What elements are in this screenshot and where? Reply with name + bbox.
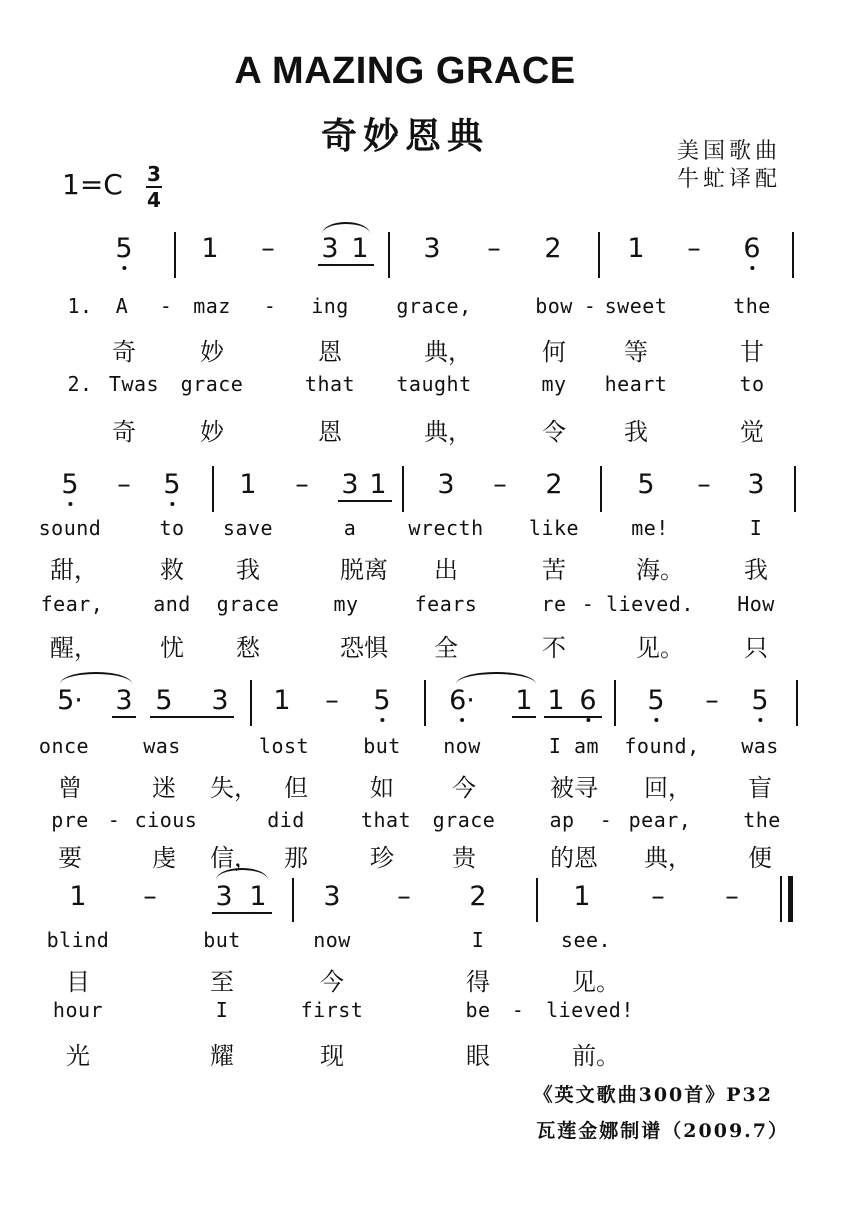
lyric-v1-en: -: [583, 294, 597, 318]
lyric-v1-en: grace,: [396, 294, 472, 318]
lyric-v2-zh: 信，: [210, 844, 258, 872]
lyric-v1-zh: 我: [744, 556, 768, 584]
lyric-v1-zh: 失，: [210, 774, 258, 802]
lyric-v1-zh: 恩: [318, 338, 342, 366]
lyric-v2-en: did: [267, 808, 305, 832]
barline: [388, 232, 390, 278]
lyric-v1-en: ing: [311, 294, 349, 318]
note: 1: [627, 233, 645, 264]
note: 3: [341, 469, 359, 500]
lyric-v1-en: I: [471, 928, 485, 952]
note: –: [697, 469, 711, 500]
note: –: [143, 881, 157, 912]
lyric-v2-en: first: [300, 998, 364, 1022]
lyric-v2-en: ap: [549, 808, 575, 832]
lyric-v2-en: fears: [414, 592, 478, 616]
lyric-v1-zh: 迷: [152, 774, 176, 802]
beam: [112, 716, 136, 718]
lyric-v2-en: grace: [432, 808, 496, 832]
barline: [292, 878, 294, 922]
lyric-v2-en: grace: [180, 372, 244, 396]
lyric-v1-en: maz: [193, 294, 231, 318]
tie: [60, 672, 132, 684]
lyric-v2-en: -: [107, 808, 121, 832]
note: –: [397, 881, 411, 912]
lyric-v1-zh: 甜，: [50, 556, 98, 584]
note: 5: [155, 685, 173, 716]
lyric-v1-en: -: [159, 294, 173, 318]
lyric-v1-zh: 脱离: [340, 556, 388, 584]
lyric-v1-en: now: [313, 928, 351, 952]
lyric-v2-en: to: [739, 372, 765, 396]
lyric-v2-zh: 光: [66, 1042, 90, 1070]
lyric-v2-zh: 耀: [210, 1042, 234, 1070]
final-barline-thick: [788, 876, 793, 922]
lyric-v2-zh: 贵: [452, 844, 476, 872]
lyric-v1-en: once: [38, 734, 90, 758]
lyric-v1-en: -: [263, 294, 277, 318]
lyric-v2-en: lieved!: [546, 998, 634, 1022]
lyric-v1-zh: 盲: [748, 774, 772, 802]
note: 3: [215, 881, 233, 912]
final-barline-thin: [780, 876, 782, 922]
lyric-v2-en: the: [743, 808, 781, 832]
lyric-v1-en: lost: [258, 734, 310, 758]
lyric-v2-en: pear,: [628, 808, 692, 832]
lyric-v2-zh: 愁: [236, 634, 260, 662]
lyric-v2-en: -: [581, 592, 595, 616]
lyric-v1-zh: 至: [210, 968, 234, 996]
beam: [338, 500, 392, 502]
note: –: [725, 881, 739, 912]
barline: [174, 232, 176, 278]
note: 2: [545, 469, 563, 500]
barline: [536, 878, 538, 922]
note: 2: [544, 233, 562, 264]
note: –: [487, 233, 501, 264]
lyric-v1-en: save: [222, 516, 274, 540]
barline: [598, 232, 600, 278]
note: –: [261, 233, 275, 264]
lyric-v2-en: and: [153, 592, 191, 616]
lyric-v1-zh: 目: [66, 968, 90, 996]
credit-translator: 牛虻译配: [676, 167, 781, 192]
lyric-v2-en: that: [360, 808, 412, 832]
note: 1: [515, 685, 533, 716]
lyric-v1-zh: 今: [452, 774, 476, 802]
note: –: [493, 469, 507, 500]
note: 5: [637, 469, 655, 500]
lyric-v2-en: How: [737, 592, 775, 616]
lyric-v2-zh: 眼: [466, 1042, 490, 1070]
note: 3: [323, 881, 341, 912]
lyric-v1-zh: 但: [284, 774, 308, 802]
note: 2: [469, 881, 487, 912]
lyric-v1-zh: 甘: [740, 338, 764, 366]
lyric-v1-en: me!: [631, 516, 669, 540]
note: 3: [747, 469, 765, 500]
lyric-v2-zh: 恐惧: [340, 634, 388, 662]
lyric-v2-en: taught: [396, 372, 472, 396]
lyric-v2-zh: 全: [434, 634, 458, 662]
lyric-v1-en: but: [203, 928, 241, 952]
lyric-v1-en: the: [733, 294, 771, 318]
lyric-v1-en: found,: [624, 734, 700, 758]
lyric-v2-en: that: [304, 372, 356, 396]
lyric-v2-zh: 典，: [644, 844, 692, 872]
lyric-v2-en: re: [541, 592, 567, 616]
lyric-v1-en: I am: [548, 734, 600, 758]
note: 5: [647, 685, 665, 716]
lyric-v1-zh: 今: [320, 968, 344, 996]
beam: [544, 716, 602, 718]
lyric-v2-en: hour: [52, 998, 104, 1022]
note: 1: [69, 881, 87, 912]
lyric-v2-en: -: [511, 998, 525, 1022]
barline: [212, 466, 214, 512]
note: 3: [321, 233, 339, 264]
lyric-v2-en: -: [599, 808, 613, 832]
lyric-v1-en: A: [115, 294, 129, 318]
lyric-v2-en: Twas: [108, 372, 160, 396]
note: 3: [115, 685, 133, 716]
lyric-v2-en: be: [465, 998, 491, 1022]
lyric-v2-zh: 的恩: [550, 844, 598, 872]
lyric-v1-en: 1.: [67, 294, 93, 318]
lyric-v1-en: sweet: [604, 294, 668, 318]
lyric-v1-en: but: [363, 734, 401, 758]
lyric-v2-en: heart: [604, 372, 668, 396]
lyric-v1-en: a: [343, 516, 357, 540]
note: –: [117, 469, 131, 500]
note: 1: [201, 233, 219, 264]
note: 6: [579, 685, 597, 716]
lyric-v1-en: was: [741, 734, 779, 758]
lyric-v2-zh: 虔: [152, 844, 176, 872]
note: 3: [211, 685, 229, 716]
time-signature-bottom: 4: [147, 188, 161, 212]
source-reference: 《英文歌曲300首》P32: [533, 1084, 773, 1106]
barline: [792, 232, 794, 278]
title-english: A MAZING GRACE: [234, 50, 576, 92]
lyric-v1-en: I: [749, 516, 763, 540]
barline: [250, 680, 252, 726]
lyric-v2-zh: 见。: [636, 634, 684, 662]
note: 6·: [449, 685, 475, 716]
title-chinese: 奇妙恩典: [320, 115, 489, 157]
lyric-v2-zh: 典，: [424, 418, 472, 446]
lyric-v1-en: bow: [535, 294, 573, 318]
lyric-v1-zh: 出: [434, 556, 458, 584]
lyric-v2-en: grace: [216, 592, 280, 616]
beam: [512, 716, 536, 718]
key-signature: 1=C: [62, 168, 123, 201]
lyric-v1-zh: 苦: [542, 556, 566, 584]
lyric-v2-en: I: [215, 998, 229, 1022]
barline: [402, 466, 404, 512]
tie: [322, 222, 370, 234]
lyric-v2-zh: 不: [542, 634, 566, 662]
lyric-v1-en: now: [443, 734, 481, 758]
lyric-v1-zh: 妙: [200, 338, 224, 366]
lyric-v1-zh: 被寻: [550, 774, 598, 802]
lyric-v1-zh: 我: [236, 556, 260, 584]
barline: [424, 680, 426, 726]
beam: [212, 912, 272, 914]
lyric-v1-zh: 奇: [112, 338, 136, 366]
lyric-v1-zh: 回，: [644, 774, 692, 802]
lyric-v2-zh: 醒，: [50, 634, 98, 662]
lyric-v1-en: like: [528, 516, 580, 540]
credit-origin: 美国歌曲: [676, 139, 781, 164]
note: 1: [573, 881, 591, 912]
lyric-v1-zh: 如: [370, 774, 394, 802]
lyric-v1-zh: 见。: [572, 968, 620, 996]
note: 1: [273, 685, 291, 716]
note: –: [705, 685, 719, 716]
barline: [794, 466, 796, 512]
note: –: [325, 685, 339, 716]
lyric-v2-en: 2.: [67, 372, 93, 396]
barline: [614, 680, 616, 726]
lyric-v2-en: fear,: [40, 592, 104, 616]
lyric-v1-zh: 何: [542, 338, 566, 366]
note: 5: [115, 233, 133, 264]
lyric-v2-zh: 那: [284, 844, 308, 872]
lyric-v2-zh: 忧: [160, 634, 184, 662]
beam: [150, 716, 234, 718]
lyric-v2-zh: 我: [624, 418, 648, 446]
note: 5: [373, 685, 391, 716]
lyric-v1-zh: 典，: [424, 338, 472, 366]
note: 6: [743, 233, 761, 264]
lyric-v2-zh: 恩: [318, 418, 342, 446]
note: 5: [61, 469, 79, 500]
lyric-v1-zh: 救: [160, 556, 184, 584]
lyric-v2-zh: 前。: [572, 1042, 620, 1070]
lyric-v2-en: cious: [134, 808, 198, 832]
lyric-v1-en: blind: [46, 928, 110, 952]
lyric-v1-zh: 等: [624, 338, 648, 366]
note: 5: [751, 685, 769, 716]
lyric-v1-zh: 得: [466, 968, 490, 996]
note: 3: [437, 469, 455, 500]
beam: [318, 264, 374, 266]
note: 1: [249, 881, 267, 912]
note: 1: [239, 469, 257, 500]
lyric-v2-zh: 便: [748, 844, 772, 872]
lyric-v1-en: was: [143, 734, 181, 758]
note: –: [651, 881, 665, 912]
lyric-v2-en: my: [333, 592, 359, 616]
lyric-v2-zh: 现: [320, 1042, 344, 1070]
barline: [796, 680, 798, 726]
transcriber-credit: 瓦莲金娜制谱（2009.7）: [536, 1120, 789, 1142]
note: 1: [369, 469, 387, 500]
lyric-v2-zh: 妙: [200, 418, 224, 446]
lyric-v2-zh: 奇: [112, 418, 136, 446]
note: 1: [351, 233, 369, 264]
lyric-v2-zh: 只: [744, 634, 768, 662]
lyric-v1-zh: 海。: [636, 556, 684, 584]
lyric-v1-zh: 曾: [58, 774, 82, 802]
lyric-v2-zh: 觉: [740, 418, 764, 446]
note: 5·: [57, 685, 83, 716]
lyric-v1-en: wrecth: [408, 516, 484, 540]
lyric-v2-en: lieved.: [606, 592, 694, 616]
lyric-v1-en: sound: [38, 516, 102, 540]
lyric-v2-zh: 要: [58, 844, 82, 872]
lyric-v2-zh: 珍: [370, 844, 394, 872]
lyric-v1-en: to: [159, 516, 185, 540]
time-signature-top: 3: [147, 162, 161, 186]
note: –: [295, 469, 309, 500]
lyric-v1-en: see.: [560, 928, 612, 952]
time-signature: [146, 164, 162, 210]
lyric-v2-zh: 令: [542, 418, 566, 446]
note: –: [687, 233, 701, 264]
tie: [456, 672, 536, 684]
note: 3: [423, 233, 441, 264]
note: 1: [547, 685, 565, 716]
barline: [600, 466, 602, 512]
lyric-v2-en: my: [541, 372, 567, 396]
note: 5: [163, 469, 181, 500]
lyric-v2-en: pre: [51, 808, 89, 832]
